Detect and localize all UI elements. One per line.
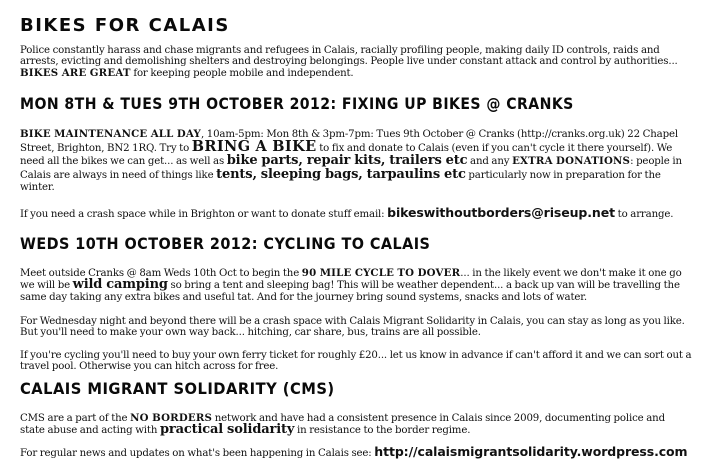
cycling-paragraph-3: If you're cycling you'll need to buy your own ferry ticket for roughly £20... let us know in advance if can't afford it and we can sort out a travel pool. Otherwise you can hitch across for free. — [20, 350, 692, 373]
intro-paragraph — [20, 45, 692, 79]
maint-text-b: to fix and donate to Calais (even if you can't cycle it there yourself). We need all the bikes we can get... as well as — [20, 143, 673, 168]
bike-parts: bike parts, repair kits, trailers etc — [226, 153, 468, 169]
intro-text: Police constantly harass and chase migrants and refugees in Calais, racially profiling people, making daily ID controls, raids and arrests, evicting and demolishing shelters and destroying belongings. People live under constant attack and control by authorities... — [20, 45, 678, 68]
bike-maintenance: BIKE MAINTENANCE ALL DAY — [20, 128, 201, 140]
cms-url-link[interactable]: http://calaismigrantsolidarity.wordpress.com — [374, 444, 688, 459]
cms-text-c: in resistance to the border regime. — [294, 425, 471, 437]
intro-text-end: for keeping people mobile and independent. — [130, 67, 354, 79]
bring-a-bike: BRING A BIKE — [191, 138, 317, 156]
extra-donations: EXTRA DONATIONS — [512, 155, 631, 168]
cycling-text-a: Meet outside Cranks @ 8am Weds 10th Oct to begin the — [20, 268, 302, 279]
cms-text-b: network and have had a consistent presence in Calais since 2009, documenting police and state abuse and acting with — [20, 413, 665, 437]
tents-list: tents, sleeping bags, tarpaulins etc — [216, 166, 466, 182]
title-bikes-for-calais: BIKES FOR CALAIS — [20, 15, 230, 36]
title-cycling-to-calais: WEDS 10TH OCTOBER 2012: CYCLING TO CALAIS — [20, 234, 431, 253]
cms-text-a: CMS are a part of the — [20, 413, 131, 424]
practical-solidarity: practical solidarity — [159, 422, 295, 438]
cms-url-text: For regular news and updates on what's been happening in Calais see: — [20, 448, 375, 459]
email-text-b: to arrange. — [614, 209, 674, 220]
email-paragraph — [20, 207, 692, 220]
maint-text-e: particularly now in preparation for the winter. — [20, 169, 661, 193]
bikes-are-great: BIKES ARE GREAT — [20, 66, 131, 79]
email-text-a: If you need a crash space while in Brighton or want to donate stuff email: — [20, 209, 388, 220]
title-fixing-bikes: MON 8TH & TUES 9TH OCTOBER 2012: FIXING UP BIKES @ CRANKS — [20, 94, 574, 113]
maint-text-d: : people in Calais are always in need of things like — [20, 156, 682, 181]
wild-camping: wild camping — [72, 277, 168, 293]
title-cms: CALAIS MIGRANT SOLIDARITY (CMS) — [20, 379, 335, 398]
email-link[interactable]: bikeswithoutborders@riseup.net — [387, 205, 615, 220]
cycling-paragraph-1 — [20, 268, 692, 303]
maintenance-paragraph — [20, 128, 692, 194]
cycling-text-b: ... in the likely event we don't make it one go we will be — [20, 268, 682, 292]
cms-paragraph-2 — [20, 446, 692, 459]
cms-paragraph-1 — [20, 413, 692, 437]
maint-text-c: and any — [467, 156, 513, 168]
cycling-text-c: so bring a tent and sleeping bag! This will be weather dependent... a back up van will be travelling the same day taking any extra bikes and useful tat. And for the journey bring sound systems, snacks and lots of water. — [20, 280, 680, 303]
maint-text-a: , 10am-5pm: Mon 8th & 3pm-7pm: Tues 9th October @ Cranks (http://cranks.org.uk) 22 Chapel Street, Brighton, BN2 1RQ. Try to — [20, 129, 678, 155]
cycling-paragraph-2: For Wednesday night and beyond there will be a crash space with Calais Migrant Solidarity in Calais, you can stay as long as you like. But you'll need to make your own way back... hitching, car share, bus, trains are all possible. — [20, 316, 685, 339]
ninety-mile-cycle: 90 MILE CYCLE TO DOVER — [301, 267, 461, 279]
no-borders: NO BORDERS — [130, 412, 213, 424]
